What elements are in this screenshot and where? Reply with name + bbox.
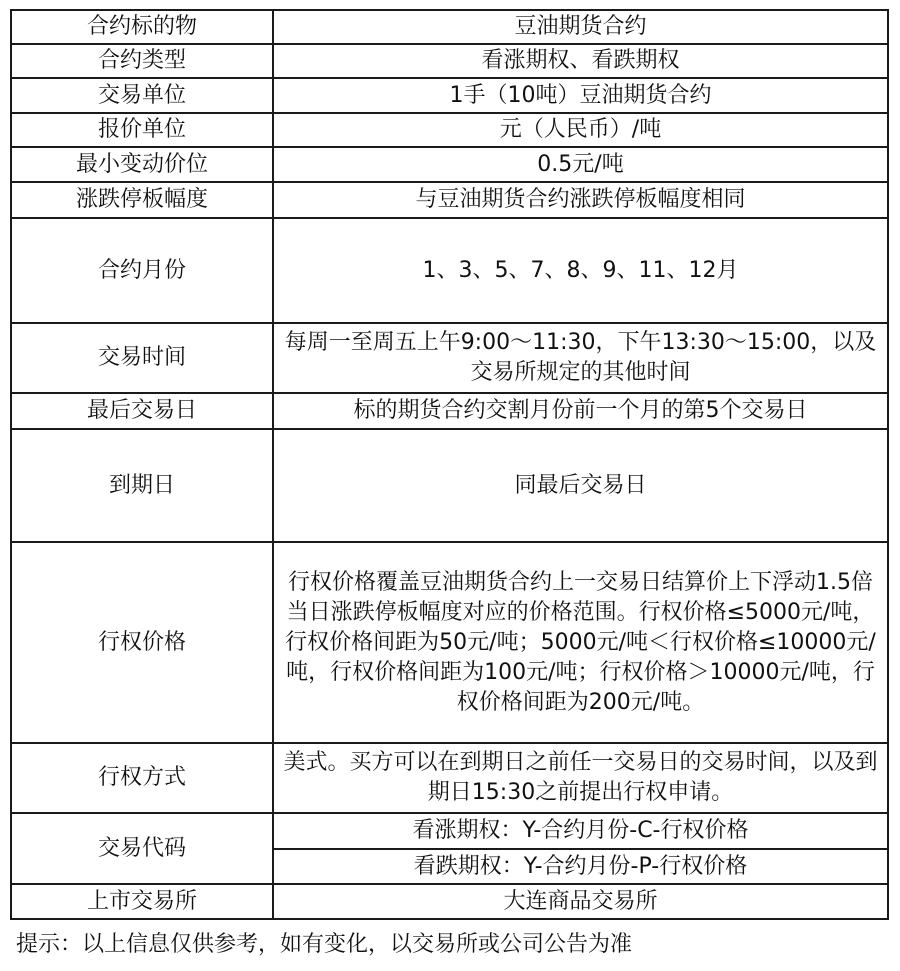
row-label: 合约类型 [11, 44, 273, 78]
table-row [11, 813, 888, 849]
row-label: 合约标的物 [11, 10, 273, 44]
row-value: 标的期货合约交割月份前一个月的第5个交易日 [273, 393, 888, 429]
row-value: 1手（10吨）豆油期货合约 [273, 78, 888, 113]
table-row [11, 113, 888, 147]
row-label: 最后交易日 [11, 393, 273, 429]
row-value: 同最后交易日 [273, 429, 888, 542]
row-label: 合约月份 [11, 218, 273, 323]
row-label: 交易单位 [11, 78, 273, 113]
row-label: 行权价格 [11, 542, 273, 743]
row-value: 看涨期权：Y-合约月份-C-行权价格 [273, 813, 888, 849]
contract-spec-table [10, 9, 889, 920]
row-label: 行权方式 [11, 743, 273, 813]
table-row [11, 393, 888, 429]
disclaimer-note: 提示：以上信息仅供参考，如有变化，以交易所或公司公告为准 [16, 932, 633, 957]
table-row [11, 429, 888, 542]
row-label: 到期日 [11, 429, 273, 542]
row-value: 与豆油期货合约涨跌停板幅度相同 [273, 182, 888, 218]
row-label: 涨跌停板幅度 [11, 182, 273, 218]
row-value: 每周一至周五上午9:00～11:30，下午13:30～15:00，以及交易所规定的其他时间 [273, 323, 888, 393]
row-label: 报价单位 [11, 113, 273, 147]
table-row [11, 323, 888, 393]
row-value: 美式。买方可以在到期日之前任一交易日的交易时间，以及到期日15:30之前提出行权申请。 [273, 743, 888, 813]
row-value: 豆油期货合约 [273, 10, 888, 44]
table-row [11, 44, 888, 78]
row-value: 1、3、5、7、8、9、11、12月 [273, 218, 888, 323]
row-label: 交易时间 [11, 323, 273, 393]
table-row [11, 147, 888, 182]
table-row [11, 10, 888, 44]
table-row [11, 743, 888, 813]
row-value: 0.5元/吨 [273, 147, 888, 182]
row-value: 看跌期权：Y-合约月份-P-行权价格 [273, 849, 888, 884]
row-value: 看涨期权、看跌期权 [273, 44, 888, 78]
row-label: 交易代码 [11, 813, 273, 884]
row-value: 行权价格覆盖豆油期货合约上一交易日结算价上下浮动1.5倍当日涨跌停板幅度对应的价格范围。行权价格≤5000元/吨，行权价格间距为50元/吨；5000元/吨＜行权价格≤10000元/吨，行权价格间距为100元/吨；行权价格＞10000元/吨，行权价格间距为200元/吨。 [273, 542, 888, 743]
table-row [11, 78, 888, 113]
row-label: 最小变动价位 [11, 147, 273, 182]
row-value: 元（人民币）/吨 [273, 113, 888, 147]
table-row [11, 542, 888, 743]
row-label: 上市交易所 [11, 884, 273, 919]
table-row [11, 182, 888, 218]
table-row [11, 884, 888, 919]
table-row [11, 218, 888, 323]
row-value: 大连商品交易所 [273, 884, 888, 919]
